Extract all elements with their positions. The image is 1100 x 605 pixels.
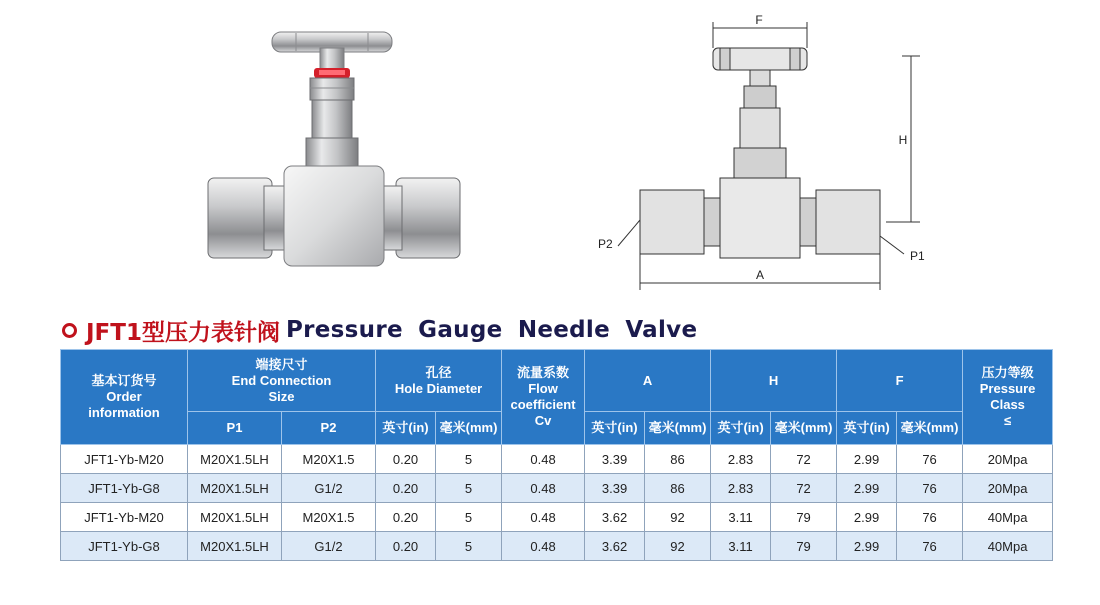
cell-pressure: 40Mpa: [963, 532, 1053, 561]
cell-cv: 0.48: [502, 474, 585, 503]
cell-h-mm: 72: [771, 474, 837, 503]
cell-cv: 0.48: [502, 445, 585, 474]
dimension-drawing: [590, 8, 950, 298]
circle-bullet-icon: [62, 323, 77, 338]
cell-f-in: 2.99: [837, 474, 897, 503]
header-hole-mm: 毫米(mm): [436, 412, 502, 445]
cell-f-in: 2.99: [837, 503, 897, 532]
cell-p1: M20X1.5LH: [188, 445, 282, 474]
cell-hole-mm: 5: [436, 532, 502, 561]
cell-p2: G1/2: [282, 532, 376, 561]
cell-p1: M20X1.5LH: [188, 532, 282, 561]
cell-p1: M20X1.5LH: [188, 503, 282, 532]
cell-a-in: 3.39: [585, 474, 645, 503]
table-row: [61, 474, 1053, 503]
cell-f-in: 2.99: [837, 445, 897, 474]
cell-p2: M20X1.5: [282, 445, 376, 474]
cell-order: JFT1-Yb-G8: [61, 474, 188, 503]
header-h: H: [711, 350, 837, 412]
table-row: [61, 503, 1053, 532]
cell-h-in: 3.11: [711, 503, 771, 532]
header-a-mm: 毫米(mm): [645, 412, 711, 445]
header-order: 基本订货号 Order information: [61, 350, 188, 445]
cell-a-in: 3.62: [585, 532, 645, 561]
cell-p2: M20X1.5: [282, 503, 376, 532]
header-pressure-class: 压力等级 Pressure Class ≤: [963, 350, 1053, 445]
valve-body: [284, 166, 384, 266]
title-en: Pressure Gauge Needle Valve: [285, 317, 698, 343]
cell-p2: G1/2: [282, 474, 376, 503]
cell-a-in: 3.62: [585, 503, 645, 532]
cell-hole-in: 0.20: [376, 474, 436, 503]
header-a: A: [585, 350, 711, 412]
left-fitting: [208, 178, 272, 258]
cell-hole-in: 0.20: [376, 503, 436, 532]
table-row: [61, 445, 1053, 474]
cell-f-mm: 76: [897, 503, 963, 532]
dim-label-p2: P2: [598, 237, 613, 251]
header-flow-coefficient: 流量系数 Flow coefficient Cv: [502, 350, 585, 445]
title-zh: JFT1型压力表针阀: [86, 319, 280, 346]
cell-p1: M20X1.5LH: [188, 474, 282, 503]
cell-h-in: 2.83: [711, 474, 771, 503]
cell-order: JFT1-Yb-M20: [61, 445, 188, 474]
cell-a-mm: 92: [645, 532, 711, 561]
cell-pressure: 40Mpa: [963, 503, 1053, 532]
dim-label-f: F: [755, 13, 763, 27]
cell-hole-mm: 5: [436, 474, 502, 503]
cell-pressure: 20Mpa: [963, 474, 1053, 503]
header-a-in: 英寸(in): [585, 412, 645, 445]
cell-order: JFT1-Yb-G8: [61, 532, 188, 561]
header-p1: P1: [188, 412, 282, 445]
cell-pressure: 20Mpa: [963, 445, 1053, 474]
table-row: [61, 532, 1053, 561]
cell-f-in: 2.99: [837, 532, 897, 561]
dim-label-p1: P1: [910, 249, 925, 263]
cell-hole-in: 0.20: [376, 532, 436, 561]
cell-a-mm: 86: [645, 474, 711, 503]
cell-a-in: 3.39: [585, 445, 645, 474]
cell-cv: 0.48: [502, 503, 585, 532]
right-fitting: [396, 178, 460, 258]
header-hole-diameter: 孔径 Hole Diameter: [376, 350, 502, 412]
cell-cv: 0.48: [502, 532, 585, 561]
dim-label-a: A: [755, 268, 765, 282]
spec-table: [60, 349, 1053, 561]
cell-f-mm: 76: [897, 474, 963, 503]
cell-f-mm: 76: [897, 532, 963, 561]
header-end-connection: 端接尺寸 End Connection Size: [188, 350, 376, 412]
cell-h-in: 3.11: [711, 532, 771, 561]
header-h-mm: 毫米(mm): [771, 412, 837, 445]
section-title: [62, 313, 697, 347]
header-hole-in: 英寸(in): [376, 412, 436, 445]
cell-hole-mm: 5: [436, 503, 502, 532]
header-f-in: 英寸(in): [837, 412, 897, 445]
cell-h-mm: 79: [771, 532, 837, 561]
cell-a-mm: 92: [645, 503, 711, 532]
header-f-mm: 毫米(mm): [897, 412, 963, 445]
cell-hole-in: 0.20: [376, 445, 436, 474]
cell-hole-mm: 5: [436, 445, 502, 474]
cell-h-mm: 72: [771, 445, 837, 474]
cell-h-in: 2.83: [711, 445, 771, 474]
header-h-in: 英寸(in): [711, 412, 771, 445]
dim-label-h: H: [898, 133, 908, 147]
cell-order: JFT1-Yb-M20: [61, 503, 188, 532]
valve-photo: [200, 18, 470, 293]
header-f: F: [837, 350, 963, 412]
cell-h-mm: 79: [771, 503, 837, 532]
cell-a-mm: 86: [645, 445, 711, 474]
header-p2: P2: [282, 412, 376, 445]
cell-f-mm: 76: [897, 445, 963, 474]
